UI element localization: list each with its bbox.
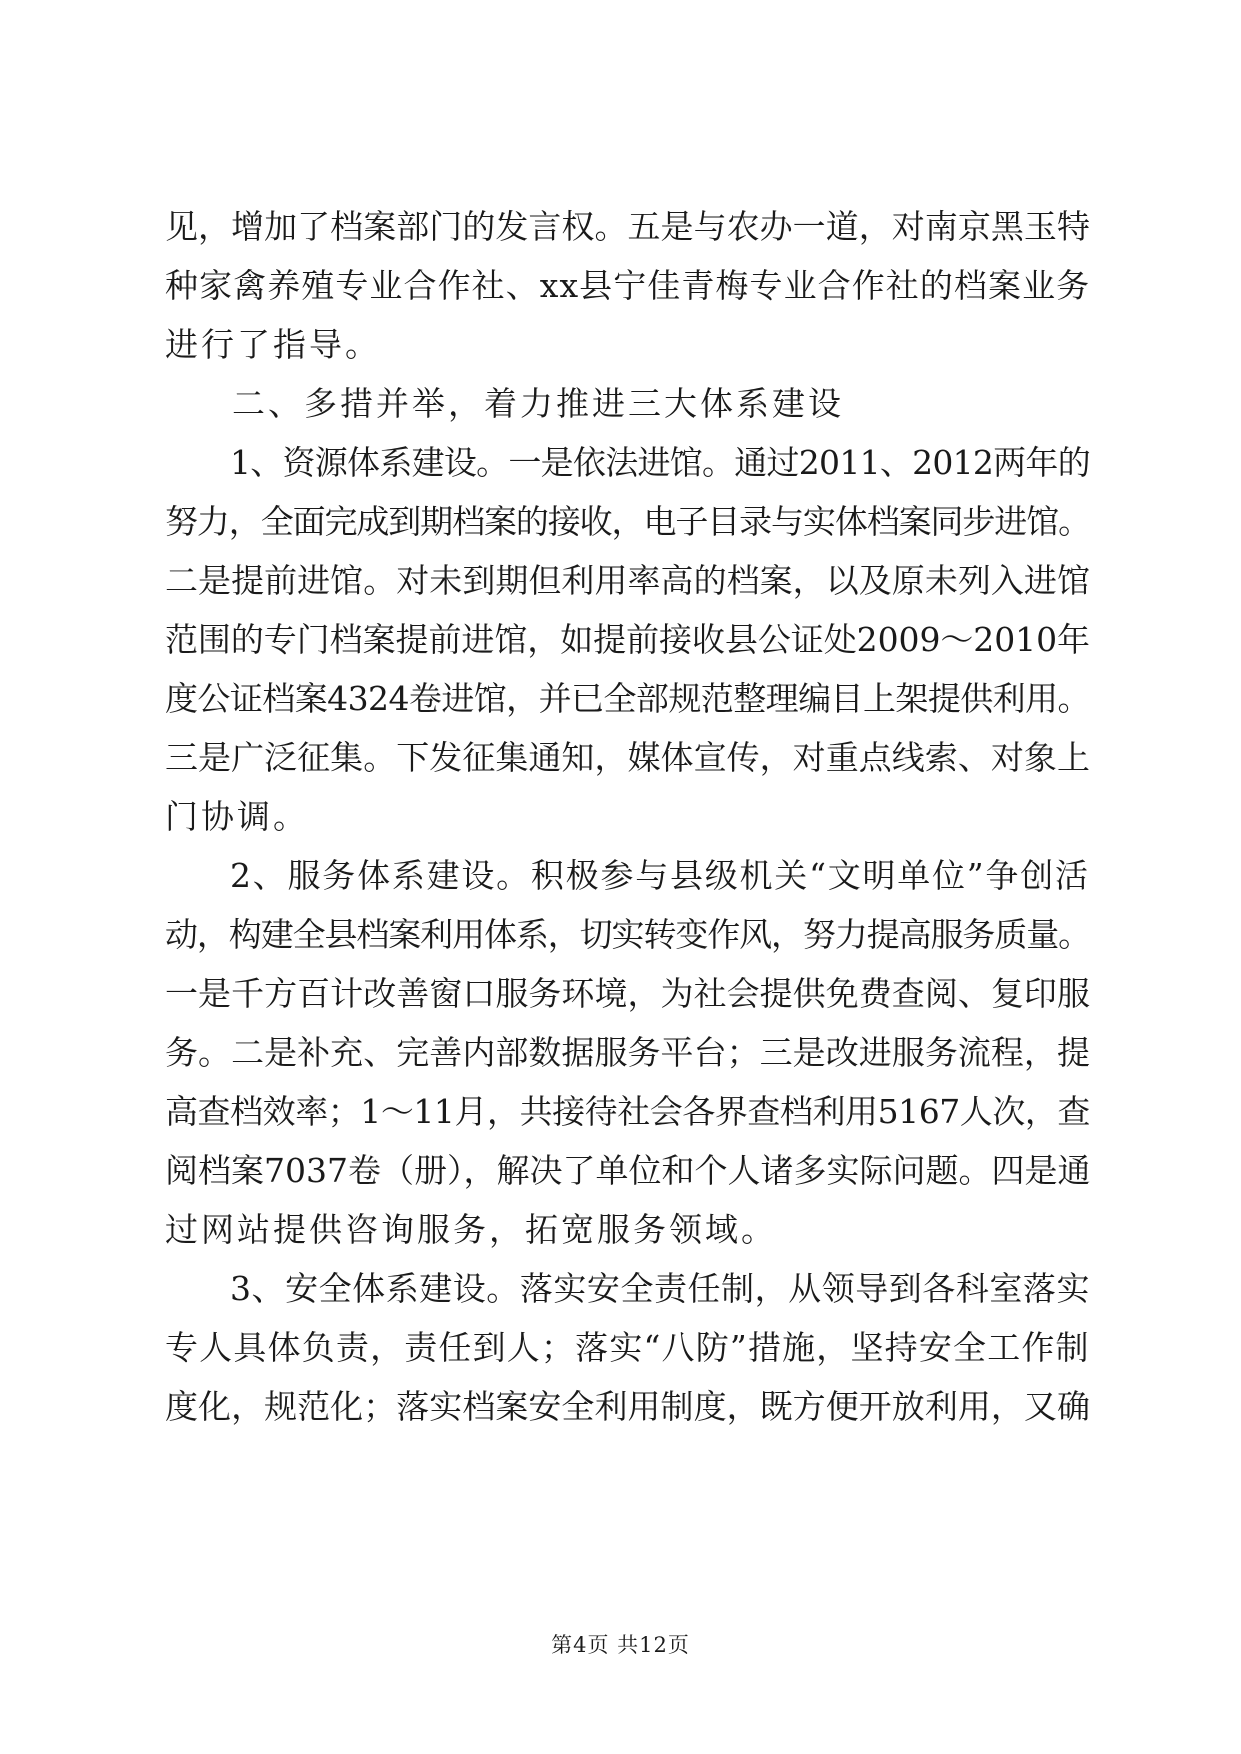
body-text-line: 高查档效率；1～11月，共接待社会各界查档利用5167人次，查: [165, 1092, 1090, 1131]
body-text-line: 一是千方百计改善窗口服务环境，为社会提供免费查阅、复印服: [165, 974, 1090, 1013]
section-heading: 二、多措并举，着力推进三大体系建设: [232, 384, 844, 423]
page-footer: 第4页 共12页: [551, 1633, 690, 1657]
body-text-line: 努力，全面完成到期档案的接收，电子目录与实体档案同步进馆。: [165, 502, 1091, 541]
body-text-line: 2、服务体系建设。积极参与县级机关“文明单位”争创活: [230, 856, 1090, 895]
body-text-line: 阅档案7037卷（册），解决了单位和个人诸多实际问题。四是通: [165, 1151, 1091, 1190]
body-text-line: 动，构建全县档案利用体系，切实转变作风，努力提高服务质量。: [165, 915, 1091, 954]
body-text-line: 三是广泛征集。下发征集通知，媒体宣传，对重点线索、对象上: [165, 738, 1090, 777]
body-text-line: 过网站提供咨询服务，拓宽服务领域。: [165, 1210, 777, 1249]
body-text-line: 1、资源体系建设。一是依法进馆。通过2011、2012两年的: [230, 443, 1090, 482]
body-text-line: 范围的专门档案提前进馆，如提前接收县公证处2009～2010年: [165, 620, 1090, 659]
body-text-line: 门协调。: [165, 797, 309, 836]
body-text-line: 二是提前进馆。对未到期但利用率高的档案，以及原未列入进馆: [165, 561, 1090, 600]
body-text-line: 务。二是补充、完善内部数据服务平台；三是改进服务流程，提: [165, 1033, 1090, 1072]
body-text-line: 种家禽养殖专业合作社、xx县宁佳青梅专业合作社的档案业务: [165, 266, 1091, 305]
body-text-line: 进行了指导。: [165, 325, 381, 364]
body-text-line: 3、安全体系建设。落实安全责任制，从领导到各科室落实: [230, 1269, 1090, 1308]
body-text-line: 见，增加了档案部门的发言权。五是与农办一道，对南京黑玉特: [165, 207, 1090, 246]
body-text-line: 度公证档案4324卷进馆，并已全部规范整理编目上架提供利用。: [165, 679, 1090, 718]
body-text-line: 专人具体负责，责任到人；落实“八防”措施，坚持安全工作制: [165, 1328, 1090, 1367]
body-text-line: 度化，规范化；落实档案安全利用制度，既方便开放利用，又确: [165, 1387, 1090, 1426]
